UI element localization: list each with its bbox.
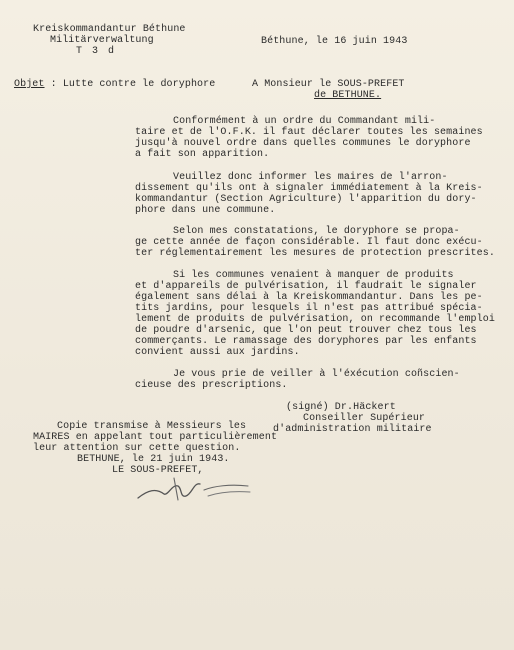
body-p4-line5: lement de produits de pulvérisation, on recommande l'emploi [135, 314, 495, 325]
copy-line1: Copie transmise à Messieurs les [57, 421, 247, 432]
addressee-line1: A Monsieur le SOUS-PREFET [252, 79, 405, 90]
body-p2-line1: Veuillez donc informer les maires de l'arron- [173, 172, 448, 183]
header-org-line3: T 3 d [76, 46, 117, 57]
body-p3-line1: Selon mes constatations, le doryphore se propa- [173, 226, 460, 237]
header-place-date: Béthune, le 16 juin 1943 [261, 36, 408, 47]
signature-line1: (signé) Dr.Häckert [286, 402, 396, 413]
body-p2-line2: dissement qu'ils ont à signaler immédiatement à la Kreis- [135, 183, 483, 194]
addressee-line2: de BETHUNE. [314, 90, 382, 101]
header-org-line2: Militärverwaltung [50, 35, 154, 46]
handwritten-signature [134, 474, 254, 504]
subject-line [14, 79, 215, 90]
body-p3-line2: ge cette année de façon considérable. Il faut donc exécu- [135, 237, 483, 248]
body-p4-line7: commerçants. Le ramassage des doryphores par les enfants [135, 336, 477, 347]
body-p1-line1: Conformément à un ordre du Commandant mili- [173, 116, 436, 127]
body-p1-line2: taire et de l'O.F.K. il faut déclarer toutes les semaines [135, 127, 483, 138]
body-p2-line3: kommandantur (Section Agriculture) l'apparition du dory- [135, 194, 477, 205]
body-p2-line4: phore dans une commune. [135, 205, 276, 216]
body-p1-line3: jusqu'à nouvel ordre dans quelles communes le doryphore [135, 138, 471, 149]
body-p4-line8: convient aussi aux jardins. [135, 347, 300, 358]
signature-line2: Conseiller Supérieur [303, 413, 426, 424]
body-p1-line4: a fait son apparition. [135, 149, 270, 160]
subject-text: : Lutte contre le doryphore [50, 79, 216, 90]
body-p4-line6: de poudre d'arsenic, que l'on peut trouver chez tous les [135, 325, 477, 336]
signature-line3: d'administration militaire [273, 424, 432, 435]
body-p4-line2: et d'appareils de pulvérisation, il faudrait le signaler [135, 281, 477, 292]
header-org-line1: Kreiskommandantur Béthune [33, 24, 186, 35]
body-p4-line3: également sans délai à la Kreiskommandantur. Dans les pe- [135, 292, 483, 303]
copy-line3: leur attention sur cette question. [33, 443, 241, 454]
copy-line2: MAIRES en appelant tout particulièrement [33, 432, 278, 443]
copy-line4: BETHUNE, le 21 juin 1943. [77, 454, 230, 465]
body-p4-line4: tits jardins, pour lesquels il n'est pas attribué spécia- [135, 303, 483, 314]
body-p4-line1: Si les communes venaient à manquer de produits [173, 270, 454, 281]
body-p3-line3: ter réglementairement les mesures de protection prescrites. [135, 248, 495, 259]
body-p5-line2: cieuse des prescriptions. [135, 380, 288, 391]
copy-line5: LE SOUS-PREFET, [112, 465, 204, 476]
body-p5-line1: Je vous prie de veiller à l'éxécution coñscien- [173, 369, 460, 380]
subject-label: Objet [14, 79, 45, 90]
